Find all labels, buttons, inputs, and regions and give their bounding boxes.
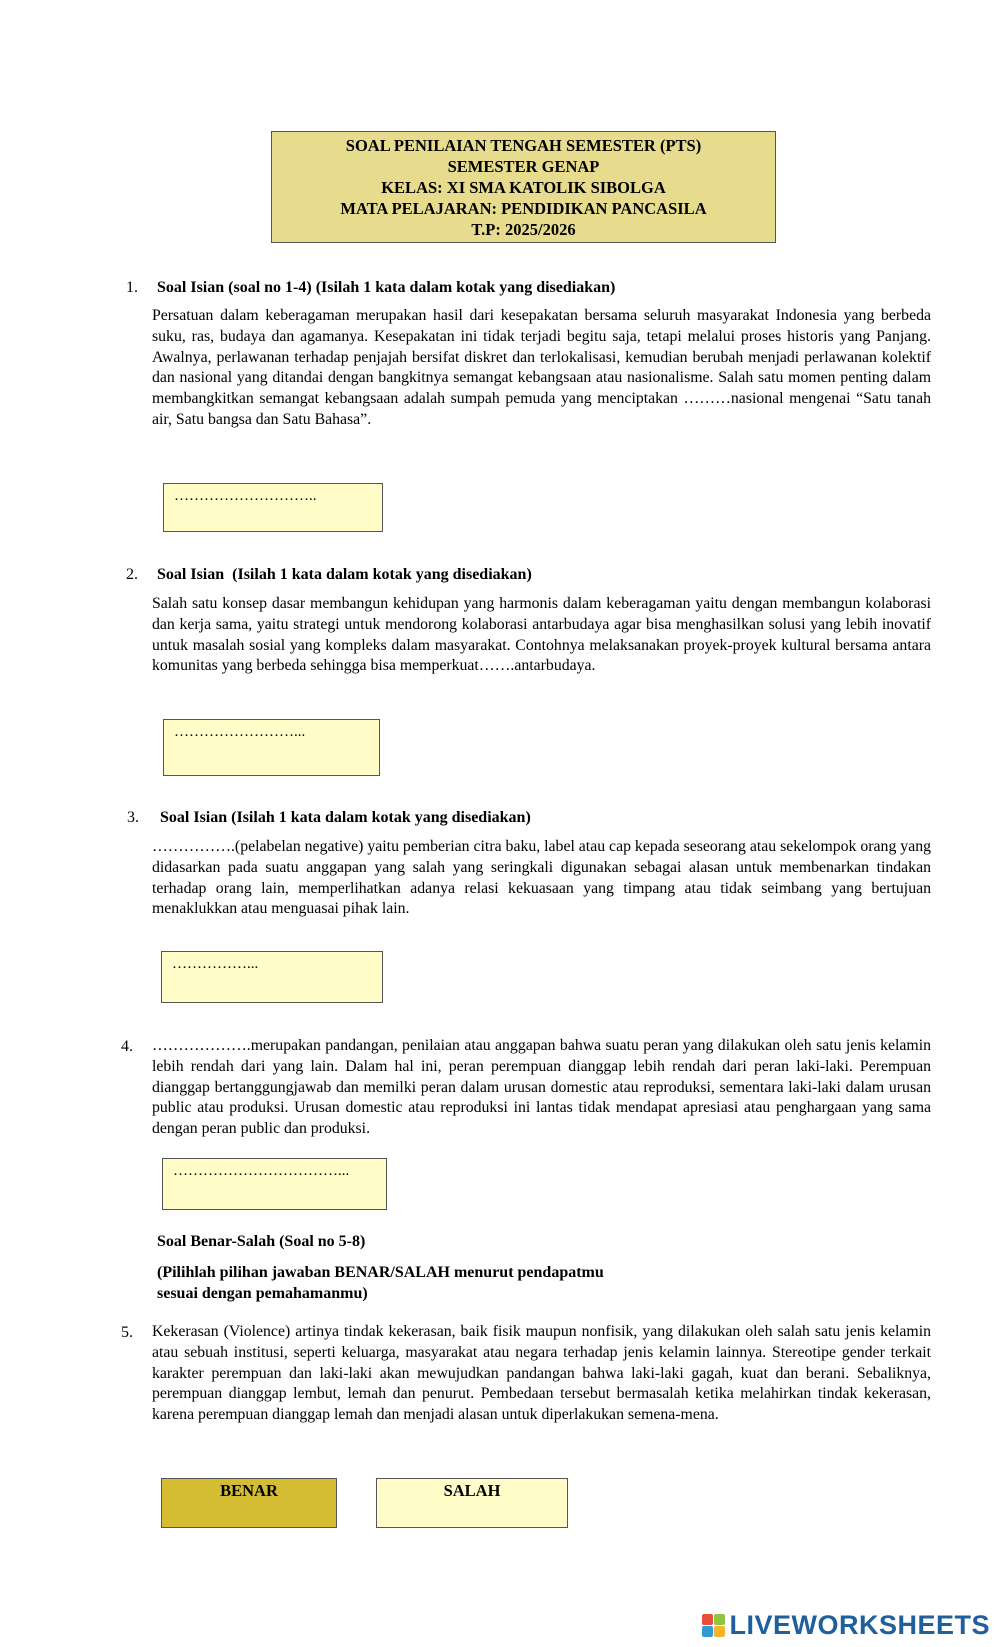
header-box bbox=[271, 131, 776, 243]
q1-number: 1. bbox=[126, 279, 138, 296]
q5-text: Kekerasan (Violence) artinya tindak kekerasan, baik fisik maupun nonfisik, yang dilakukan oleh salah satu jenis kelamin atau sebuah institusi, seperti keluarga, masyarakat atau negara terhadap jenis kelamin lainnya. Stereotipe gender terkait karakter perempuan dan laki-laki akan mewujudkan pandangan bahwa laki-laki gagah, kuat dan berani. Sebaliknya, perempuan dianggap lembut, lemah dan penurut. Pembedaan tersebut bermasalah ketika melahirkan tindak kekerasan, karena perempuan dianggap lemah dan menjadi alasan untuk diperlakukan semena-mena. bbox=[152, 1323, 931, 1424]
section2-title: Soal Benar-Salah (Soal no 5-8) bbox=[157, 1233, 366, 1250]
salah-option-button[interactable]: SALAH bbox=[376, 1478, 568, 1528]
q2-number: 2. bbox=[126, 566, 138, 583]
q2-heading: Soal Isian (Isilah 1 kata dalam kotak yang disediakan) bbox=[157, 566, 532, 583]
q3-text: …………….(pelabelan negative) yaitu pemberian citra baku, label atau cap kepada seseorang atau sekelompok orang yang didasarkan pada suatu anggapan yang salah yang seringkali digunakan sebagai alasan untuk membenarkan tindakan terhadap orang lain, memperlihatkan adanya relasi kekuasaan yang timpang atau tidak seimbang yang bertujuan menaklukkan atau menguasai pihak lain. bbox=[152, 838, 932, 918]
q3-heading: Soal Isian (Isilah 1 kata dalam kotak yang disediakan) bbox=[160, 809, 531, 826]
header-line-5: T.P: 2025/2026 bbox=[471, 220, 576, 239]
q4-number: 4. bbox=[121, 1038, 133, 1055]
q3-answer-box[interactable]: ……………... bbox=[161, 951, 383, 1003]
header-line-3: KELAS: XI SMA KATOLIK SIBOLGA bbox=[381, 178, 666, 197]
logo-text: LIVEWORKSHEETS bbox=[729, 1609, 990, 1640]
q3-number: 3. bbox=[127, 809, 139, 826]
header-line-1: SOAL PENILAIAN TENGAH SEMESTER (PTS) bbox=[345, 136, 702, 155]
q2-text: Salah satu konsep dasar membangun kehidupan yang harmonis dalam keberagaman yaitu dengan membangun kolaborasi dan kerja sama, yaitu strategi untuk mendorong kolaborasi antarbudaya agar bisa menghasilkan solusi yang lebih inovatif untuk masalah sosial yang kompleks dalam masyarakat. Contohnya melaksanakan proyek-proyek kultural bersama antara komunitas yang berbeda sehingga bisa memperkuat…….antarbudaya. bbox=[152, 595, 931, 675]
q4-answer-box[interactable]: ……………………………... bbox=[162, 1158, 387, 1210]
q4-text: ……………….merupakan pandangan, penilaian atau anggapan bahwa suatu peran yang dilakukan oleh satu jenis kelamin lebih rendah dari yang lain. Dalam hal ini, peran perempuan dianggap lebih rendah dari peran laki-laki. Perempuan dianggap bertanggungjawab dan memilki peran dalam urusan domestic atau reproduksi, sementara laki-laki dalam urusan public atau produksi. Urusan domestic atau reproduksi ini lantas tidak mendapat apresiasi atau penghargaan yang sama dengan peran public dan produksi. bbox=[152, 1037, 931, 1138]
q5-number: 5. bbox=[121, 1324, 133, 1341]
section2-instruction-line2: sesuai dengan pemahamanmu) bbox=[157, 1285, 368, 1302]
header-line-4: MATA PELAJARAN: PENDIDIKAN PANCASILA bbox=[340, 199, 707, 218]
benar-option-button[interactable]: BENAR bbox=[161, 1478, 337, 1528]
q1-heading: Soal Isian (soal no 1-4) (Isilah 1 kata dalam kotak yang disediakan) bbox=[157, 279, 616, 296]
q2-answer-box[interactable]: ……………………... bbox=[163, 719, 380, 776]
header-line-2: SEMESTER GENAP bbox=[447, 157, 600, 176]
liveworksheets-logo-icon bbox=[702, 1614, 725, 1637]
section2-instruction-line1: (Pilihlah pilihan jawaban BENAR/SALAH menurut pendapatmu bbox=[157, 1264, 604, 1281]
liveworksheets-logo bbox=[702, 1610, 990, 1640]
q1-answer-box[interactable]: ……………………….. bbox=[163, 483, 383, 532]
q1-text: Persatuan dalam keberagaman merupakan hasil dari kesepakatan bersama seluruh masyarakat Indonesia yang berbeda suku, ras, budaya dan agamanya. Kesepakatan ini tidak terjadi begitu saja, tetapi melalui proses historis yang Panjang. Awalnya, perlawanan terhadap penjajah bersifat diskret dan terlokalisasi, kemudian berubah menjadi perlawanan kolektif dan nasional yang ditandai dengan bangkitnya semangat kebangsaan atau nasionalisme. Salah satu momen penting dalam membangkitkan semangat kebangsaan adalah sumpah pemuda yang menciptakan ………nasional mengenai “Satu tanah air, Satu bangsa dan Satu Bahasa”. bbox=[152, 307, 931, 428]
